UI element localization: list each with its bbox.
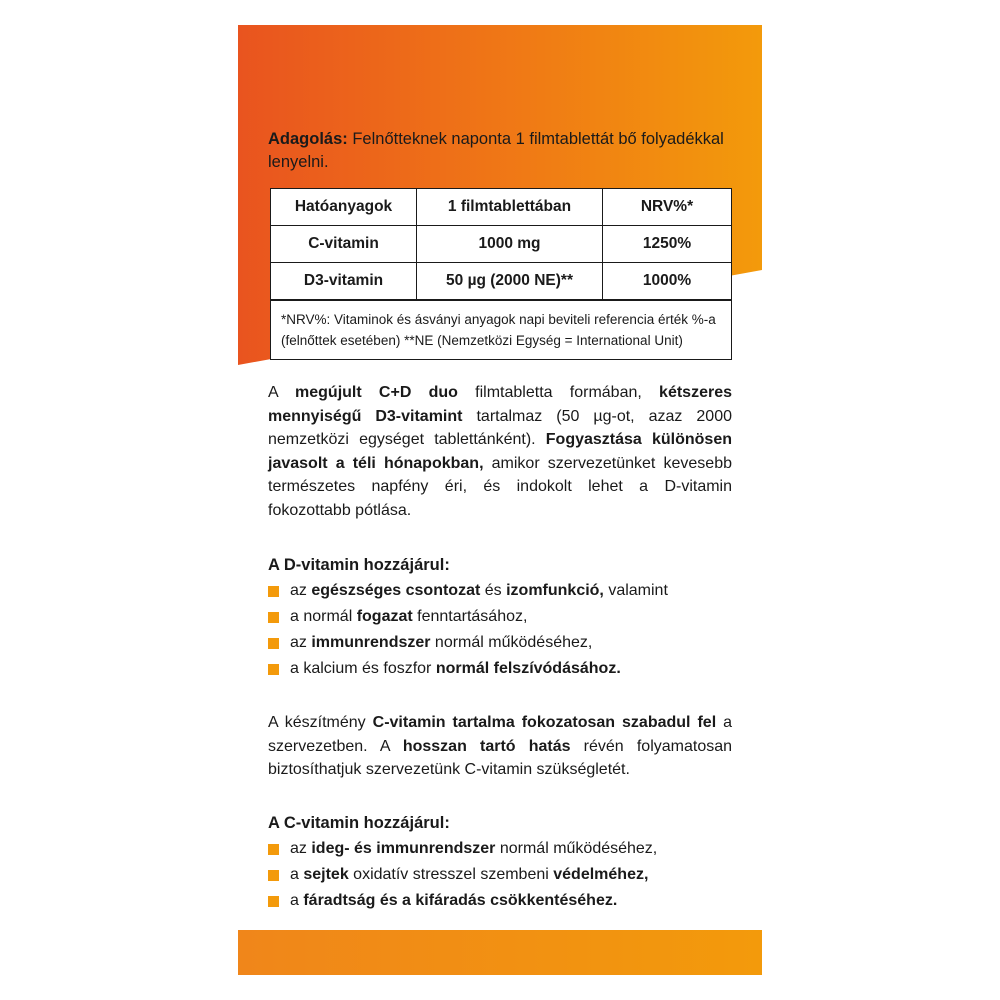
dosage-text	[268, 128, 732, 174]
item-text: a	[290, 891, 304, 909]
item-bold: normál felszívódásához.	[435, 660, 621, 677]
item-text: normál működéséhez,	[495, 839, 658, 857]
item-bold: egészséges csontozat	[311, 582, 481, 599]
table-row	[271, 226, 731, 263]
para-bold: C-vitamin tartalma fokozatosan szabadul fel	[372, 714, 717, 731]
item-bold: ideg- és immunrendszer	[311, 839, 496, 857]
item-text: oxidatív stresszel szembeni	[348, 865, 554, 883]
para-text: a szervezetben. A	[268, 714, 733, 755]
list-item	[268, 630, 732, 656]
intro-text: filmtabletta formában,	[457, 384, 660, 401]
bullet-square-icon	[268, 586, 279, 597]
table-footnote: *NRV%: Vitaminok és ásványi anyagok napi beviteli referencia érték %-a (felnőttek esetében) **NE (Nemzetközi Egység = International Unit)	[271, 300, 731, 359]
list-item	[268, 656, 732, 682]
list-item	[268, 604, 732, 630]
cell-ingredient: D3-vitamin	[271, 263, 417, 300]
list-item	[268, 862, 732, 888]
intro-text: tartalmaz (50 µg-ot, azaz 2000 nemzetközi egységet tablettánként).	[268, 407, 732, 448]
item-bold: fáradtság és a kifáradás csökkentéséhez.	[303, 891, 618, 909]
intro-bold: kétszeres mennyiségű D3-vitamint	[268, 384, 732, 425]
para-text: révén folyamatosan biztosíthatjuk szervezetünk C-vitamin szükségletét.	[268, 737, 733, 778]
header-per-tablet: 1 filmtablettában	[417, 189, 603, 226]
para-bold: hosszan tartó hatás	[402, 737, 571, 755]
d-vitamin-heading: A D-vitamin hozzájárul:	[268, 556, 450, 574]
para-text: A készítmény	[268, 714, 373, 731]
item-bold: izomfunkció,	[506, 582, 604, 599]
bullet-square-icon	[268, 638, 279, 649]
bullet-square-icon	[268, 664, 279, 675]
item-text: az	[290, 582, 312, 599]
item-text: és	[480, 582, 507, 599]
bullet-square-icon	[268, 612, 279, 623]
item-text: normál működéséhez,	[430, 634, 593, 651]
header-nrv: NRV%*	[603, 189, 732, 226]
cell-amount: 50 µg (2000 NE)**	[417, 263, 603, 300]
c-vitamin-heading: A C-vitamin hozzájárul:	[268, 813, 450, 832]
bullet-square-icon	[268, 896, 279, 907]
list-item	[268, 578, 732, 604]
orange-footer-band	[238, 930, 762, 975]
bullet-square-icon	[268, 870, 279, 881]
c-vitamin-list	[268, 836, 732, 914]
header-ingredients: Hatóanyagok	[271, 189, 417, 226]
item-text: valamint	[603, 582, 668, 599]
cell-nrv: 1000%	[603, 263, 732, 300]
item-text: a	[290, 865, 304, 883]
dosage-instruction: Felnőtteknek naponta 1 filmtablettát bő folyadékkal lenyelni.	[268, 130, 724, 171]
nutrition-table	[271, 189, 731, 300]
d-vitamin-list	[268, 578, 732, 682]
intro-text: amikor szervezetünket kevesebb természetes napfény éri, és indokolt lehet a D-vitamin fokozottabb pótlása.	[268, 454, 732, 519]
item-text: az	[290, 839, 312, 857]
item-bold: védelméhez,	[553, 865, 649, 883]
item-bold: immunrendszer	[311, 634, 431, 651]
item-text: a kalcium és foszfor	[290, 660, 436, 677]
dosage-label: Adagolás:	[268, 130, 348, 148]
item-bold: sejtek	[303, 865, 349, 883]
nutrition-table-box	[270, 188, 732, 360]
table-row	[271, 263, 731, 300]
intro-paragraph	[268, 381, 732, 522]
table-header-row	[271, 189, 731, 226]
cell-ingredient: C-vitamin	[271, 226, 417, 263]
package-panel	[238, 25, 762, 975]
intro-bold: megújult C+D duo	[295, 384, 458, 401]
item-bold: fogazat	[356, 608, 413, 625]
list-item	[268, 836, 732, 862]
item-text: fenntartásához,	[412, 608, 528, 625]
intro-bold: Fogyasztása különösen javasolt a téli hónapokban,	[268, 431, 732, 472]
list-item	[268, 888, 732, 914]
item-text: a normál	[290, 608, 357, 625]
c-vitamin-paragraph	[268, 711, 732, 782]
bullet-square-icon	[268, 844, 279, 855]
intro-text: A	[268, 384, 296, 401]
cell-nrv: 1250%	[603, 226, 732, 263]
item-text: az	[290, 634, 312, 651]
cell-amount: 1000 mg	[417, 226, 603, 263]
label-content	[268, 128, 732, 914]
